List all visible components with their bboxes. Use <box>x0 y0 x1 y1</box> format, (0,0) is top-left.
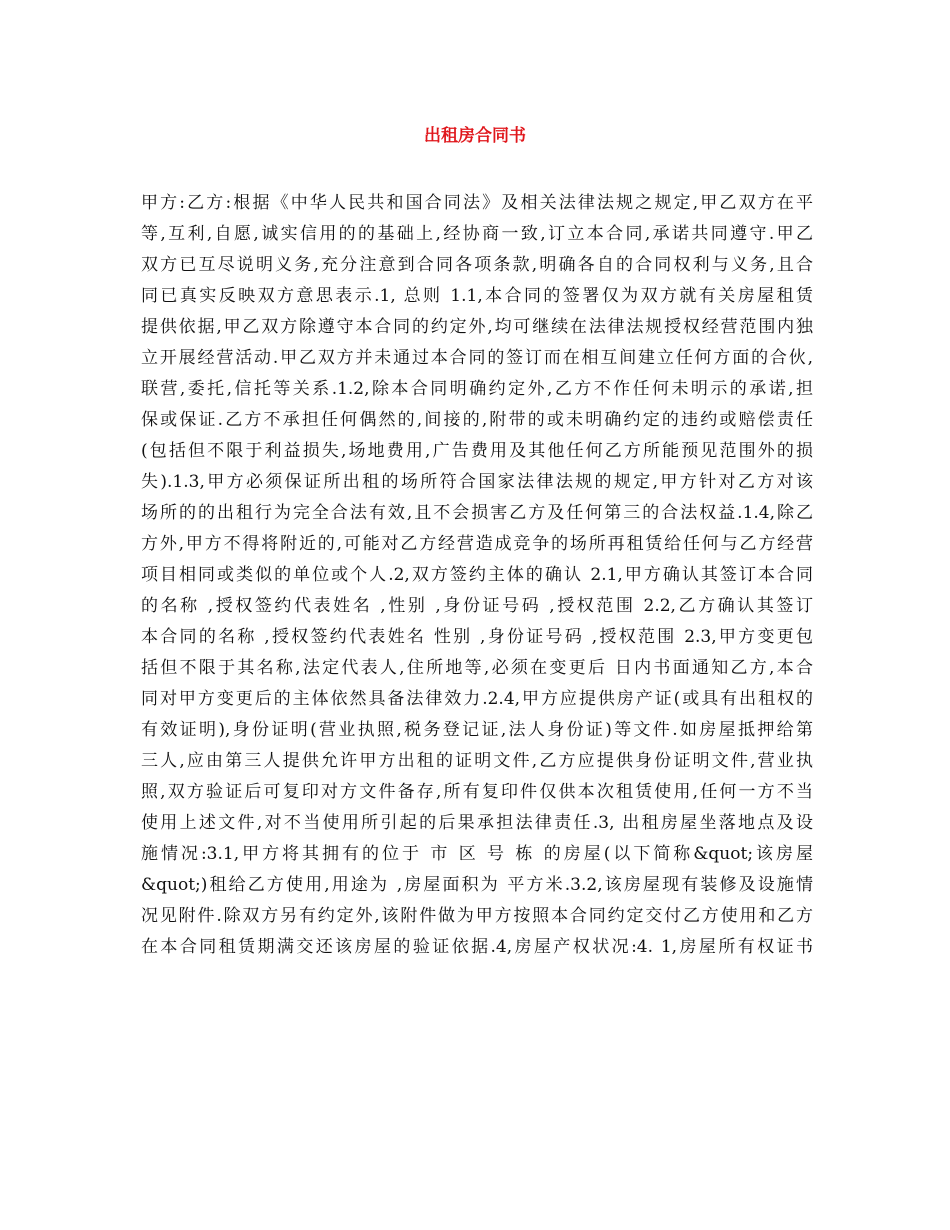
body-text-line: 同已真实反映双方意思表示.1, 总则 1.1,本合同的签署仅为双方就有关房屋租赁 <box>141 286 813 306</box>
body-text-line: 失).1.3,甲方必须保证所出租的场所符合国家法律法规的规定,甲方针对乙方对该 <box>141 472 813 492</box>
body-text-line: (包括但不限于利益损失,场地费用,广告费用及其他任何乙方所能预见范围外的损 <box>141 441 813 461</box>
body-text-line: 在本合同租赁期满交还该房屋的验证依据.4,房屋产权状况:4. 1,房屋所有权证书 <box>141 937 813 957</box>
body-text-line: 联营,委托,信托等关系.1.2,除本合同明确约定外,乙方不作任何未明示的承诺,担 <box>141 379 813 399</box>
body-text-line: 况见附件.除双方另有约定外,该附件做为甲方按照本合同约定交付乙方使用和乙方 <box>141 906 813 926</box>
body-text-line: 提供依据,甲乙双方除遵守本合同的约定外,均可继续在法律法规授权经营范围内独 <box>141 317 813 337</box>
body-text-line: 照,双方验证后可复印对方文件备存,所有复印件仅供本次租赁使用,任何一方不当 <box>141 782 813 802</box>
body-text-line: 等,互利,自愿,诚实信用的的基础上,经协商一致,订立本合同,承诺共同遵守.甲乙 <box>141 224 813 244</box>
body-text-line: 立开展经营活动.甲乙双方并未通过本合同的签订而在相互间建立任何方面的合伙, <box>141 348 813 368</box>
body-text-line: 同对甲方变更后的主体依然具备法律效力.2.4,甲方应提供房产证(或具有出租权的 <box>141 689 813 709</box>
body-text-line: 有效证明),身份证明(营业执照,税务登记证,法人身份证)等文件.如房屋抵押给第 <box>141 720 813 740</box>
document-body <box>141 188 813 963</box>
body-text-line: 甲方:乙方:根据《中华人民共和国合同法》及相关法律法规之规定,甲乙双方在平 <box>141 193 813 213</box>
body-text-line: 保或保证.乙方不承担任何偶然的,间接的,附带的或未明确约定的违约或赔偿责任 <box>141 410 813 430</box>
body-text-line: 的名称 ,授权签约代表姓名 ,性别 ,身份证号码 ,授权范围 2.2,乙方确认其签订 <box>141 596 813 616</box>
body-text-line: 三人,应由第三人提供允许甲方出租的证明文件,乙方应提供身份证明文件,营业执 <box>141 751 813 771</box>
body-text-line: &quot;)租给乙方使用,用途为 ,房屋面积为 平方米.3.2,该房屋现有装修及设施情 <box>141 875 813 895</box>
body-text-line: 方外,甲方不得将附近的,可能对乙方经营造成竞争的场所再租赁给任何与乙方经营 <box>141 534 813 554</box>
body-text-line: 双方已互尽说明义务,充分注意到合同各项条款,明确各自的合同权利与义务,且合 <box>141 255 813 275</box>
body-text-line: 括但不限于其名称,法定代表人,住所地等,必须在变更后 日内书面通知乙方,本合 <box>141 658 813 678</box>
body-text-line: 项目相同或类似的单位或个人.2,双方签约主体的确认 2.1,甲方确认其签订本合同 <box>141 565 813 585</box>
body-text-line: 使用上述文件,对不当使用所引起的后果承担法律责任.3, 出租房屋坐落地点及设 <box>141 813 813 833</box>
body-text-line: 场所的的出租行为完全合法有效,且不会损害乙方及任何第三的合法权益.1.4,除乙 <box>141 503 813 523</box>
body-text-line: 本合同的名称 ,授权签约代表姓名 性别 ,身份证号码 ,授权范围 2.3,甲方变更包 <box>141 627 813 647</box>
document-title: 出租房合同书 <box>424 126 526 146</box>
body-text-line: 施情况:3.1,甲方将其拥有的位于 市 区 号 栋 的房屋(以下简称&quot;该房屋 <box>141 844 813 864</box>
